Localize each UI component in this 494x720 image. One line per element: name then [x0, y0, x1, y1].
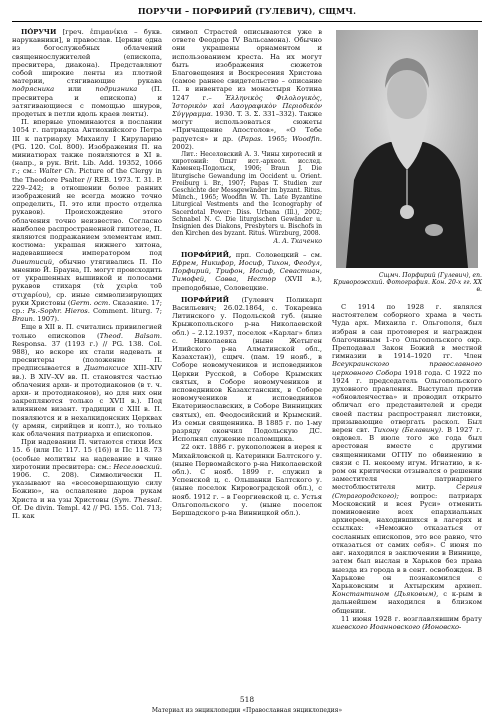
paragraph: Еще в XII в. П. считались привилегией только епископов (Theod. Balsam. Responsa. 37 (1193 г.) // PG. 138. Col. 988), но вскоре их стали надевать и пресвитеры (положение П. предписывается в Диатаксисе XIII–XIV вв.). В XIV–XV вв. П. становятся частью облачения архи- и протодиаконов (в т. ч. архи- и протодиаконов), но для них они закрепляются только с XVII в.). Под влиянием визант. традиции с XIII в. П. появляются и в нехалкидонских Церквах (у армян, сирийцев и копт.), но только как облачения патриарха и епископов.: [12, 323, 162, 438]
paragraph: С 1914 по 1928 г. являлся настоятелем соборного храма в честь Чуда арх. Михаила г. Ольгополя, был избран в сан протоиерея и награжден благочинным 1-го Ольгопольского окр. Преподавал Закон Божий в местной гимназии в 1914–1920 гг. Член Всеукраинского православного церковного Собора 1918 года. С 1922 по 1924 г. председатель Ольгопольского духовного правления. Выступал против «обновленчества» и проводил открыто обличал его представителей и среди своей паствы распространял листовки, призывающие отвергать раскол. Был верен свт. Тихону (Белавину). В 1927 г. овдовел. В июле того же года был арестован вместе с другими священниками ОГПУ по обвинению в связи с П. некоему игум. Игнатию, в к-ром он критически отзывался о решении заместителя патриаршего местоблюстителя митр. Сергия (Страгородского); вопрос: патриарх Московский и всея Руси» отменить поминовение всех епархиальных архиереев, находившихся в лагерях и ссылках: «Неможно отказаться от сосланных епископов, это все равно, что отказаться от самих себя». С июня по авг. находился в заключении в Виннице, затем был выслан в Харьков без права выезда из города в в сент. освобожден. В Харькове он познакомился с Харьковским и Ахтырским архиеп. Константином (Дьяковым), с к-рым в дальнейшем находился в близком общении.: [332, 303, 482, 615]
paragraph: 11 июня 1928 г. возглавлявшим брату киевского Иоанновского (Ионовско-: [332, 614, 482, 631]
portrait-image: [336, 30, 478, 268]
photo-caption: Сщмч. Порфирий (Гулевич), еп. Криворожский. Фотография. Кон. 20-х гг. XX в.: [333, 272, 482, 294]
portrait-photo: [336, 30, 478, 268]
source-mark: Материал из энциклопедии «Православная энциклопедия»: [151, 707, 343, 714]
column-1: [12, 28, 162, 694]
entry-porfiry-gulevich: ПОРФИ́РИЙ (Гулевич Поликарп Васильевич; 26.02.1864, с. Токаревка Литинского у. Подольской губ. (ныне Крыжопольского р-на Николаевской обл.) – 2.12.1937, поселок «Карлаг» близ с. Николаевка (ныне Жетыген Илийского р-на Алматинской обл., Казахстан)), сщмч. (пам. 19 нояб., в Соборе новомучеников и исповедников Церкви Русской, в Соборе Крымских святых, в Соборе новомучеников и исповедников Казахстанских, в Соборе новомучеников и исповедников Екатеринославских, в Соборе Винницких святых), еп. Феодосийский и Крымский. Из семьи священника. В 1885 г. по 1-му разряду окончил Подольскую ДС. Исполнял служение псаломщика.: [172, 295, 322, 444]
entry-poruchi: ПО́РУЧИ [греч. ἐπιμανίκια – букв. нарукавники], в православ. Церкви одна из богослужебных облачений священнослужителей (епископа, пресвитера, диакона). Представляют собой широкие ленты из плотной материи, стягивающие рукава подрясника или подризника (П. пресвитера и епископа) и затягивающиеся с помощью шнуров, продетых в петли вдоль краев ленты).: [12, 28, 162, 119]
paragraph: 22 окт. 1886 г. рукоположен в иерея к Михайловской ц. Катеринки Балтского у. (ныне Первомайского р-на Николаевской обл.). С нояб. 1899 г. служил в Успенской ц. с. Ольшанки Балтского у. (ныне поселок Кировоградской обл.), с нояб. 1912 г. – в Георгиевской ц. с. Устья Ольгопольского у. (ныне поселок Бершадского р-на Винницкой обл.).: [172, 443, 322, 517]
literature-list: Лит.: Неселовский А. З. Чины хиротесий и хиротоний: Опыт ист.-археол. исслед. Каменец-Подольск, 1906; Braun J. Die liturgische Gewandung im Occident u. Orient. Freiburg i. Br., 1907; Papas T. Studien zur Geschichte der Messgewänder im byzant. Ritus. Münch., 1965; Woodfin W. Th. Late Byzantine Liturgical Vestments and the Iconography of Sacerdotal Power: Diss. Urbana (Ill.), 2002; Schnabel N. C. Die liturgischen Gewänder u. Insignien des Diakons, Presbyters u. Bischofs in den Kirchen des byzant. Ritus. Würzburg, 2008.: [172, 151, 322, 238]
paragraph: При надевании П. читаются стихи Исх 15. 6 (или Пс 117. 15 (16)) и Пс 118. 73 (особые молитвы на надевание в чине хиротонии пресвитера: см.: Неселовский. 1906. С. 208). Символически П. указывают на «всесовершающую силу Божию», на ославление даров рукам Христа и на узы Христовы (Sym. Thessal. Of. De divin. Templ. 42 // PG. 155. Col. 713; П. как: [12, 438, 162, 520]
running-header: ПОРУЧИ – ПОРФИРИЙ (ГУЛЕВИЧ), СЩМЧ.: [137, 6, 357, 16]
column-2: [172, 28, 322, 694]
author-signature: А. А. Ткаченко: [273, 238, 322, 246]
page-number: 518: [239, 695, 255, 704]
entry-porfiry-crossref: ПОРФИ́РИЙ, прп. Соловецкий – см. Ефрем, Никифор, Иосиф, Тихон, Феодул, Порфирий, Трифон, Иосиф, Севастиан, Тимофей, Савва, Нестор (XVII в.), преподобные, Соловецкие.: [172, 250, 322, 292]
header-rule: [12, 21, 482, 22]
paragraph: П. впервые упоминаются в послании 1054 г. патриарха Антиохийского Петра III к патриарху Михаилу I Кируларию (PG. 120. Col. 800). Изображения П. на миниатюрах также появляются в XI в. (напр., в рук. Brit. Lib. Add. 19352, 1066 г.; см.: Walter Ch. Picture of the Clergy in the Theodore Psalter // REB. 1973. T. 31. P. 229–242; в отношении более ранних изображений не всегда можно точно определить, П. это или просто отделка рукавов). Происхождение этого облачения точно неизвестно. Согласно наиболее распространенной гипотезе, П. являются подражанием элементам имп. костюма: украшая нижнего хитона, надевавшиеся императором под дивитисий, обычно утягивались П. По мнению Й. Брауна, П. могут происходить от украшенных вышивкой и полосами рукавов стихаря (τὰ χειρὶα τοῦ στιχαρίου), ср. иные символизирующих руки Христовы (Germ. ост. Сказание. 17; ср.: Ps.-Sophr. Hieros. Comment. liturg. 7; Braun. 1907).: [12, 118, 162, 324]
paragraph: символ Страстей описываются уже в ответе Феодора IV Вальсамона). Обычно они украшены орнаментом и использованием креста. На их могут быть изображения сюжетов Благовещения и Воскресения Христова (самое раннее свидетельство – описание П. в инвентаре из монастыря Котина 1247 г.– Ἑλληνικὸς Φιλολογικὸς, Ἱστορικὸν καὶ Λαογραφικὸν Περιοδικὸν Σύγγραμμα. 1930. T. 3. Σ. 331–332). Также могут использоваться сюжеты «Причащение Апостолов», «О Тебе радуется» и др. (Papas. 1965; Woodfin. 2002).: [172, 28, 322, 151]
column-3: [332, 303, 482, 696]
